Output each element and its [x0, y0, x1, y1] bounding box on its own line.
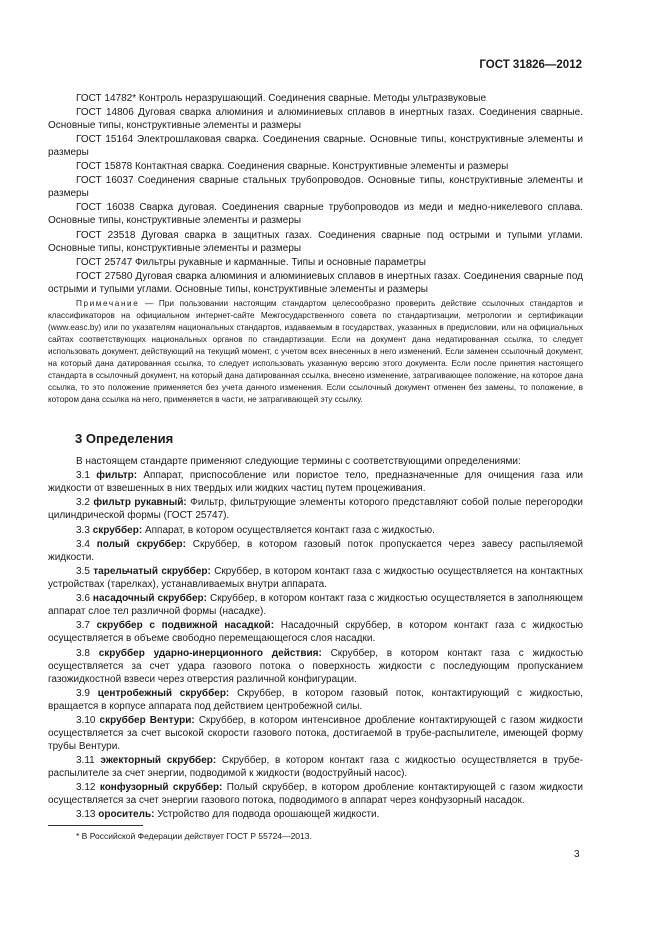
definition-text: Скруббер, в котором контакт газа с жидкостью осуществляется в заполняющем аппарат слое тел различной формы (насадке). [48, 593, 584, 618]
definition-term: конфузорный скруббер: [99, 782, 223, 794]
reference-item: ГОСТ 27580 Дуговая сварка алюминия и алюминиевых сплавов в инертных газах. Соединения сварные под острыми и тупыми углами. Основные типы, конструктивные элементы и размеры [48, 270, 583, 295]
definition-text: Аппарат, в котором осуществляется контакт газа с жидкостью. [144, 524, 435, 536]
reference-item: ГОСТ 15164 Электрошлаковая сварка. Соединения сварные. Основные типы, конструктивные элементы и размеры [48, 134, 583, 159]
document-header: ГОСТ 31826—2012 [479, 59, 582, 71]
section-title: 3 Определения [75, 431, 174, 446]
definition-number: 3.7 [76, 620, 90, 632]
definition-text: Скруббер, в котором контакт газа с жидкостью осуществляется на контактных устройствах (тарелках), устанавливаемых внутри аппарата. [48, 565, 583, 590]
definition-number: 3.1 [76, 470, 90, 482]
reference-item: ГОСТ 14806 Дуговая сварка алюминия и алюминиевых сплавов в инертных газах. Соединения сварные. Основные типы, конструктивные элементы и размеры [48, 107, 583, 132]
definition-number: 3.8 [76, 647, 90, 659]
page-number: 3 [574, 849, 580, 860]
definition-term: центробежный скруббер: [97, 687, 230, 699]
definition-item [48, 808, 583, 821]
definition-text: Устройство для подвода орошающей жидкости. [157, 809, 380, 821]
definition-term: ороситель: [98, 809, 155, 821]
note-label: Примечание [76, 299, 140, 308]
definition-number: 3.11 [76, 755, 95, 767]
reference-item: ГОСТ 16038 Сварка дуговая. Соединения сварные трубопроводов из меди и медно-никелевого сплава. Основные типы, конструктивные элементы и размеры [48, 202, 583, 227]
definition-term: тарельчатый скруббер: [93, 565, 211, 577]
definition-term: скруббер: [92, 524, 143, 536]
reference-item: ГОСТ 23518 Дуговая сварка в защитных газах. Соединения сварные под острыми и тупыми углами. Основные типы, конструктивные элементы и размеры [48, 229, 583, 254]
definition-item [48, 565, 583, 591]
definition-item [48, 781, 583, 807]
definitions-intro: В настоящем стандарте применяют следующие термины с соответствующими определениями: [76, 456, 521, 467]
definition-term: фильтр рукавный: [93, 497, 187, 509]
definition-text: Скруббер, в котором газовый поток пропускается через завесу распыляемой жидкости. [48, 538, 583, 563]
definition-number: 3.6 [76, 593, 90, 605]
definition-text: Скруббер, в котором интенсивное дробление контактирующей с газом жидкости осуществляется за счет высокой скорости газового потока, достигаемой в трубе-распылителе, имеющей форму трубы Вентури. [48, 714, 584, 752]
definition-term: скруббер ударно-инерционного действия: [98, 647, 322, 659]
definition-item [48, 619, 583, 645]
definition-number: 3.13 [76, 809, 96, 821]
definition-text: Скруббер, в котором контакт газа с жидкостью осуществляется за счет удара газового потока о поверхность жидкости с последующим пропусканием газожидкостной взвеси через отверстия различной конфигурации. [48, 647, 584, 685]
definition-item [48, 754, 583, 780]
reference-list [48, 92, 583, 297]
note-text: — При пользовании настоящим стандартом целесообразно проверить действие ссылочных стандартов и классификаторов на официальном интернет-сайте Межгосударственного совета по стандартизации, метрологии и сертификации (www.easc.by) или по указателям национальных стандартов, издаваемым в государствах, указанных в предисловии, или на официальных сайтах соответствующих национальных органов по стандартизации. Если на документ дана недатированная ссылка, то следует использовать документ, действующий на текущий момент, с учетом всех внесенных в него изменений. Если заменен ссылочный документ, на который дана датированная ссылка, то следует использовать указанную версию этого документа. Если после принятия настоящего стандарта в ссылочный документ, на который дана датированная ссылка, внесено изменение, затрагивающее положение, на которое дана ссылка, то это положение применяется без учета данного изменения. Если ссылочный документ отменен без замены, то положение, в котором дана ссылка на него, применяется в части, не затрагивающей эту ссылку. [48, 299, 583, 404]
reference-item: ГОСТ 15878 Контактная сварка. Соединения сварные. Конструктивные элементы и размеры [76, 161, 509, 173]
note-paragraph [48, 298, 583, 406]
definition-number: 3.10 [76, 714, 96, 726]
definition-item [48, 687, 583, 713]
definition-text: Аппарат, приспособление или пористое тело, предназначенные для очищения газа или жидкости от взвешенных в них твердых или жидких частиц путем процеживания. [48, 470, 584, 495]
definition-term: эжекторный скруббер: [100, 755, 217, 767]
footnote-divider [48, 825, 143, 826]
definition-term: насадочный скруббер: [92, 593, 207, 605]
definition-item [48, 496, 583, 522]
definition-term: скруббер с подвижной насадкой: [96, 620, 275, 632]
definition-text: Фильтр, фильтрующие элементы которого представляют собой полые перегородки цилиндрической формы (ГОСТ 25747). [48, 497, 584, 522]
reference-item: ГОСТ 16037 Соединения сварные стальных трубопроводов. Основные типы, конструктивные элементы и размеры [48, 175, 583, 200]
definition-item [48, 538, 583, 564]
definition-text: Скруббер, в котором газовый поток, контактирующий с жидкостью, вращается в корпусе аппарата под действием центробежной силы. [48, 687, 584, 712]
definition-item [48, 524, 583, 537]
definition-number: 3.12 [76, 782, 96, 794]
definition-term: скруббер Вентури: [99, 714, 195, 726]
definition-number: 3.4 [76, 538, 90, 550]
definition-number: 3.5 [76, 565, 90, 577]
definition-number: 3.9 [76, 687, 90, 699]
definition-text: Полый скруббер, в котором дробление контактирующей с газом жидкости осуществляется за счет энергии газового потока, подводимого в аппарат через конфузорный насадок. [48, 782, 583, 807]
reference-item: ГОСТ 14782* Контроль неразрушающий. Соединения сварные. Методы ультразвуковые [76, 93, 487, 104]
reference-item: ГОСТ 25747 Фильтры рукавные и карманные. Типы и основные параметры [76, 256, 426, 268]
definition-term: фильтр: [96, 470, 138, 482]
definition-text: Насадочный скруббер, в котором контакт газа с жидкостью осуществляется в объеме свободно перемещающегося слоя насадки. [48, 620, 584, 645]
definition-item [48, 647, 583, 686]
definition-item [48, 592, 583, 618]
footnote: * В Российской Федерации действует ГОСТ Р 55724—2013. [76, 831, 312, 841]
definition-text: Скруббер, в котором контакт газа с жидкостью осуществляется в трубе-распылителе за счет энергии, подводимой к жидкости (водоструйный насос). [48, 755, 583, 780]
definition-number: 3.2 [76, 497, 90, 509]
definitions-list [48, 455, 583, 823]
definition-item [48, 714, 583, 753]
definition-term: полый скруббер: [96, 538, 186, 550]
definition-item [48, 469, 583, 495]
definition-number: 3.3 [76, 524, 90, 536]
